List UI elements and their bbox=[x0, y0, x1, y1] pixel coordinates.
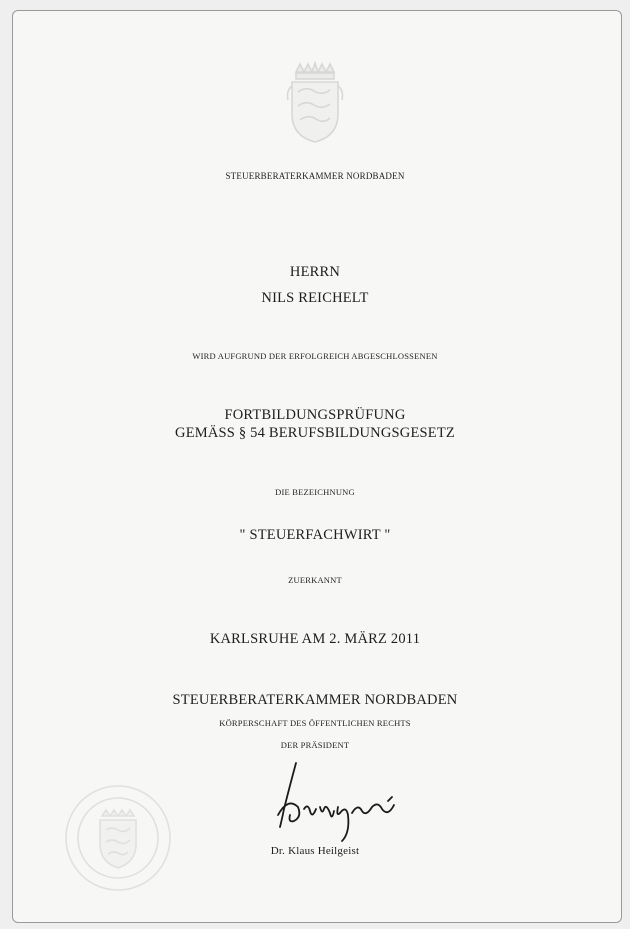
coat-of-arms-icon bbox=[286, 60, 344, 144]
signatory-name: Dr. Klaus Heilgeist bbox=[270, 845, 360, 857]
place-and-date: KARLSRUHE AM 2. MÄRZ 2011 bbox=[209, 631, 421, 647]
awarded-text: ZUERKANNT bbox=[288, 575, 342, 585]
issuer-header: STEUERBERATERKAMMER NORDBADEN bbox=[225, 171, 405, 181]
footer-entity-type: KÖRPERSCHAFT DES ÖFFENTLICHEN RECHTS bbox=[219, 718, 411, 728]
designation-title: " STEUERFACHWIRT " bbox=[239, 527, 391, 543]
recipient-salutation: HERRN bbox=[289, 264, 341, 280]
intro-text: WIRD AUFGRUND DER ERFOLGREICH ABGESCHLOSSENEN bbox=[192, 351, 438, 361]
exam-legal-basis: GEMÄSS § 54 BERUFSBILDUNGSGESETZ bbox=[175, 425, 455, 441]
exam-title: FORTBILDUNGSPRÜFUNG bbox=[224, 407, 406, 423]
embossed-seal-icon bbox=[62, 782, 174, 894]
handwritten-signature bbox=[268, 757, 408, 843]
footer-role: DER PRÄSIDENT bbox=[280, 740, 350, 750]
footer-organization: STEUERBERATERKAMMER NORDBADEN bbox=[172, 692, 458, 708]
designation-label: DIE BEZEICHNUNG bbox=[275, 487, 355, 497]
recipient-name: NILS REICHELT bbox=[261, 290, 369, 306]
